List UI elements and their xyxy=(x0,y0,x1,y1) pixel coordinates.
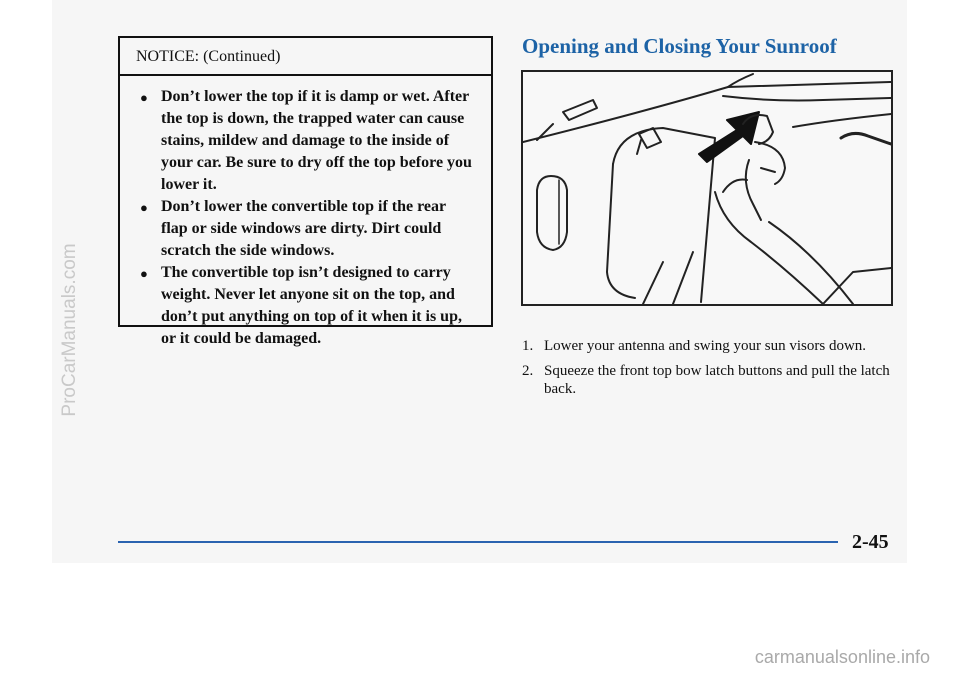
step-text: Squeeze the front top bow latch buttons and pull the latch back. xyxy=(544,363,890,397)
section-title: Opening and Closing Your Sunroof xyxy=(522,34,837,58)
step-number: 1. xyxy=(522,338,534,354)
footer-rule xyxy=(118,541,838,543)
notice-header: NOTICE: (Continued) xyxy=(120,38,491,76)
notice-bullet-text: Don’t lower the convertible top if the rear flap or side windows are dirty. Dirt could scratch the side windows. xyxy=(161,198,446,259)
notice-list xyxy=(120,76,491,350)
notice-box xyxy=(118,36,493,347)
steps-list xyxy=(522,337,894,405)
page-number: 2-45 xyxy=(852,531,889,553)
step-text: Lower your antenna and swing your sun visors down. xyxy=(544,338,867,354)
notice-bullet xyxy=(140,196,475,262)
notice-bullet xyxy=(140,86,475,196)
step-item xyxy=(522,362,894,398)
notice-bullet-text: Don’t lower the top if it is damp or wet. After the top is down, the trapped water can cause stains, mildew and damage to the inside of your car. Be sure to dry off the top before you lower it. xyxy=(161,88,472,193)
step-number: 2. xyxy=(522,363,534,379)
bullet-icon: ● xyxy=(140,90,148,105)
side-watermark: ProCarManuals.com xyxy=(59,243,80,417)
bullet-icon: ● xyxy=(140,200,148,215)
sunroof-line-art xyxy=(523,72,891,304)
bullet-icon: ● xyxy=(140,266,148,281)
step-item xyxy=(522,337,894,355)
bottom-watermark: carmanualsonline.info xyxy=(754,647,930,667)
notice-bullet xyxy=(140,262,475,350)
notice-bullet-text: The convertible top isn’t designed to carry weight. Never let anyone sit on the top, and don’t put anything on top of it when it is up, or it could be damaged. xyxy=(161,264,462,347)
sunroof-illustration xyxy=(521,70,893,306)
